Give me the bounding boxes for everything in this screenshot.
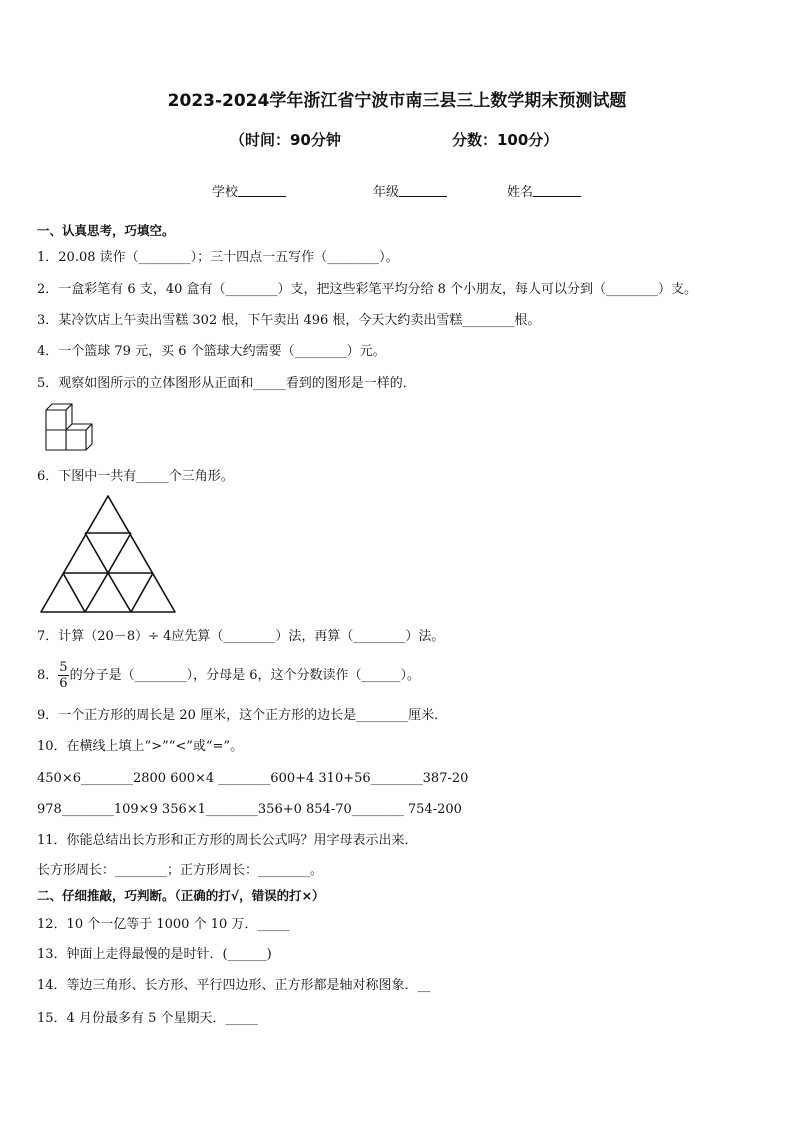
grade-field[interactable] — [373, 181, 447, 200]
question-2: 2．一盒彩笔有 6 支，40 盒有（________）支，把这些彩笔平均分给 8 个小朋友，每人可以分到（________）支。 — [37, 282, 698, 297]
name-blank[interactable] — [533, 184, 581, 197]
exam-time: （时间：90分钟 — [230, 131, 341, 149]
school-field[interactable] — [212, 181, 286, 200]
question-7: 7．计算（20－8）÷ 4应先算（________）法，再算（________）法。 — [37, 629, 445, 644]
question-5: 5．观察如图所示的立体图形从正面和_____看到的图形是一样的． — [37, 376, 416, 391]
school-label: 学校 — [212, 185, 239, 200]
question-11: 11．你能总结出长方形和正方形的周长公式吗？用字母表示出来． — [37, 833, 418, 848]
question-3: 3．某冷饮店上午卖出雪糕 302 根，下午卖出 496 根，今天大约卖出雪糕________根。 — [37, 313, 541, 328]
grade-label: 年级 — [373, 185, 400, 200]
exam-score: 分数：100分） — [452, 131, 559, 149]
question-10: 10．在横线上填上“>”“<”或“=”。 — [37, 739, 244, 754]
fraction-numerator: 5 — [59, 660, 68, 675]
question-13: 13．钟面上走得最慢的是时针．(______) — [37, 947, 272, 962]
name-label: 姓名 — [507, 185, 534, 200]
question-12: 12．10 个一亿等于 1000 个 10 万．_____ — [37, 917, 290, 932]
question-15: 15．4 月份最多有 5 个星期天．_____ — [37, 1011, 258, 1026]
question-9: 9．一个正方形的周长是 20 厘米，这个正方形的边长是________厘米． — [37, 708, 448, 723]
page-title: 2023-2024学年浙江省宁波市南三县三上数学期末预测试题 — [167, 91, 627, 111]
section-heading-fill-in: 一、认真思考，巧填空。 — [37, 223, 175, 238]
question-6: 6．下图中一共有_____个三角形。 — [37, 469, 234, 484]
question-11-answer-row: 长方形周长：________；正方形周长：________。 — [37, 863, 324, 878]
question-10-row-2: 978________109×9 356×1________356+0 854-70________ 754-200 — [37, 802, 462, 817]
question-14: 14．等边三角形、长方形、平行四边形、正方形都是轴对称图象．__ — [37, 978, 431, 993]
exam-meta — [0, 129, 794, 151]
question-4: 4．一个篮球 79 元，买 6 个篮球大约需要（________）元。 — [37, 344, 386, 359]
question-10-row-1: 450×6________2800 600×4 ________600+4 310+56________387-20 — [37, 771, 469, 786]
fraction-denominator: 6 — [59, 676, 68, 691]
section-heading-judge: 二、仔细推敲，巧判断。（正确的打√，错误的打×） — [37, 888, 325, 903]
school-blank[interactable] — [238, 184, 286, 197]
grade-blank[interactable] — [399, 184, 447, 197]
question-8-number: 8． — [37, 668, 59, 683]
name-field[interactable] — [507, 181, 581, 200]
question-8 — [37, 660, 420, 691]
question-1: 1．20.08 读作（________）；三十四点一五写作（________）。 — [37, 250, 399, 265]
triangle-figure — [38, 492, 180, 616]
fraction — [58, 660, 68, 691]
cube-stack-figure — [42, 400, 102, 460]
question-8-text: 的分子是（________），分母是 6，这个分数读作（______）。 — [69, 668, 420, 683]
